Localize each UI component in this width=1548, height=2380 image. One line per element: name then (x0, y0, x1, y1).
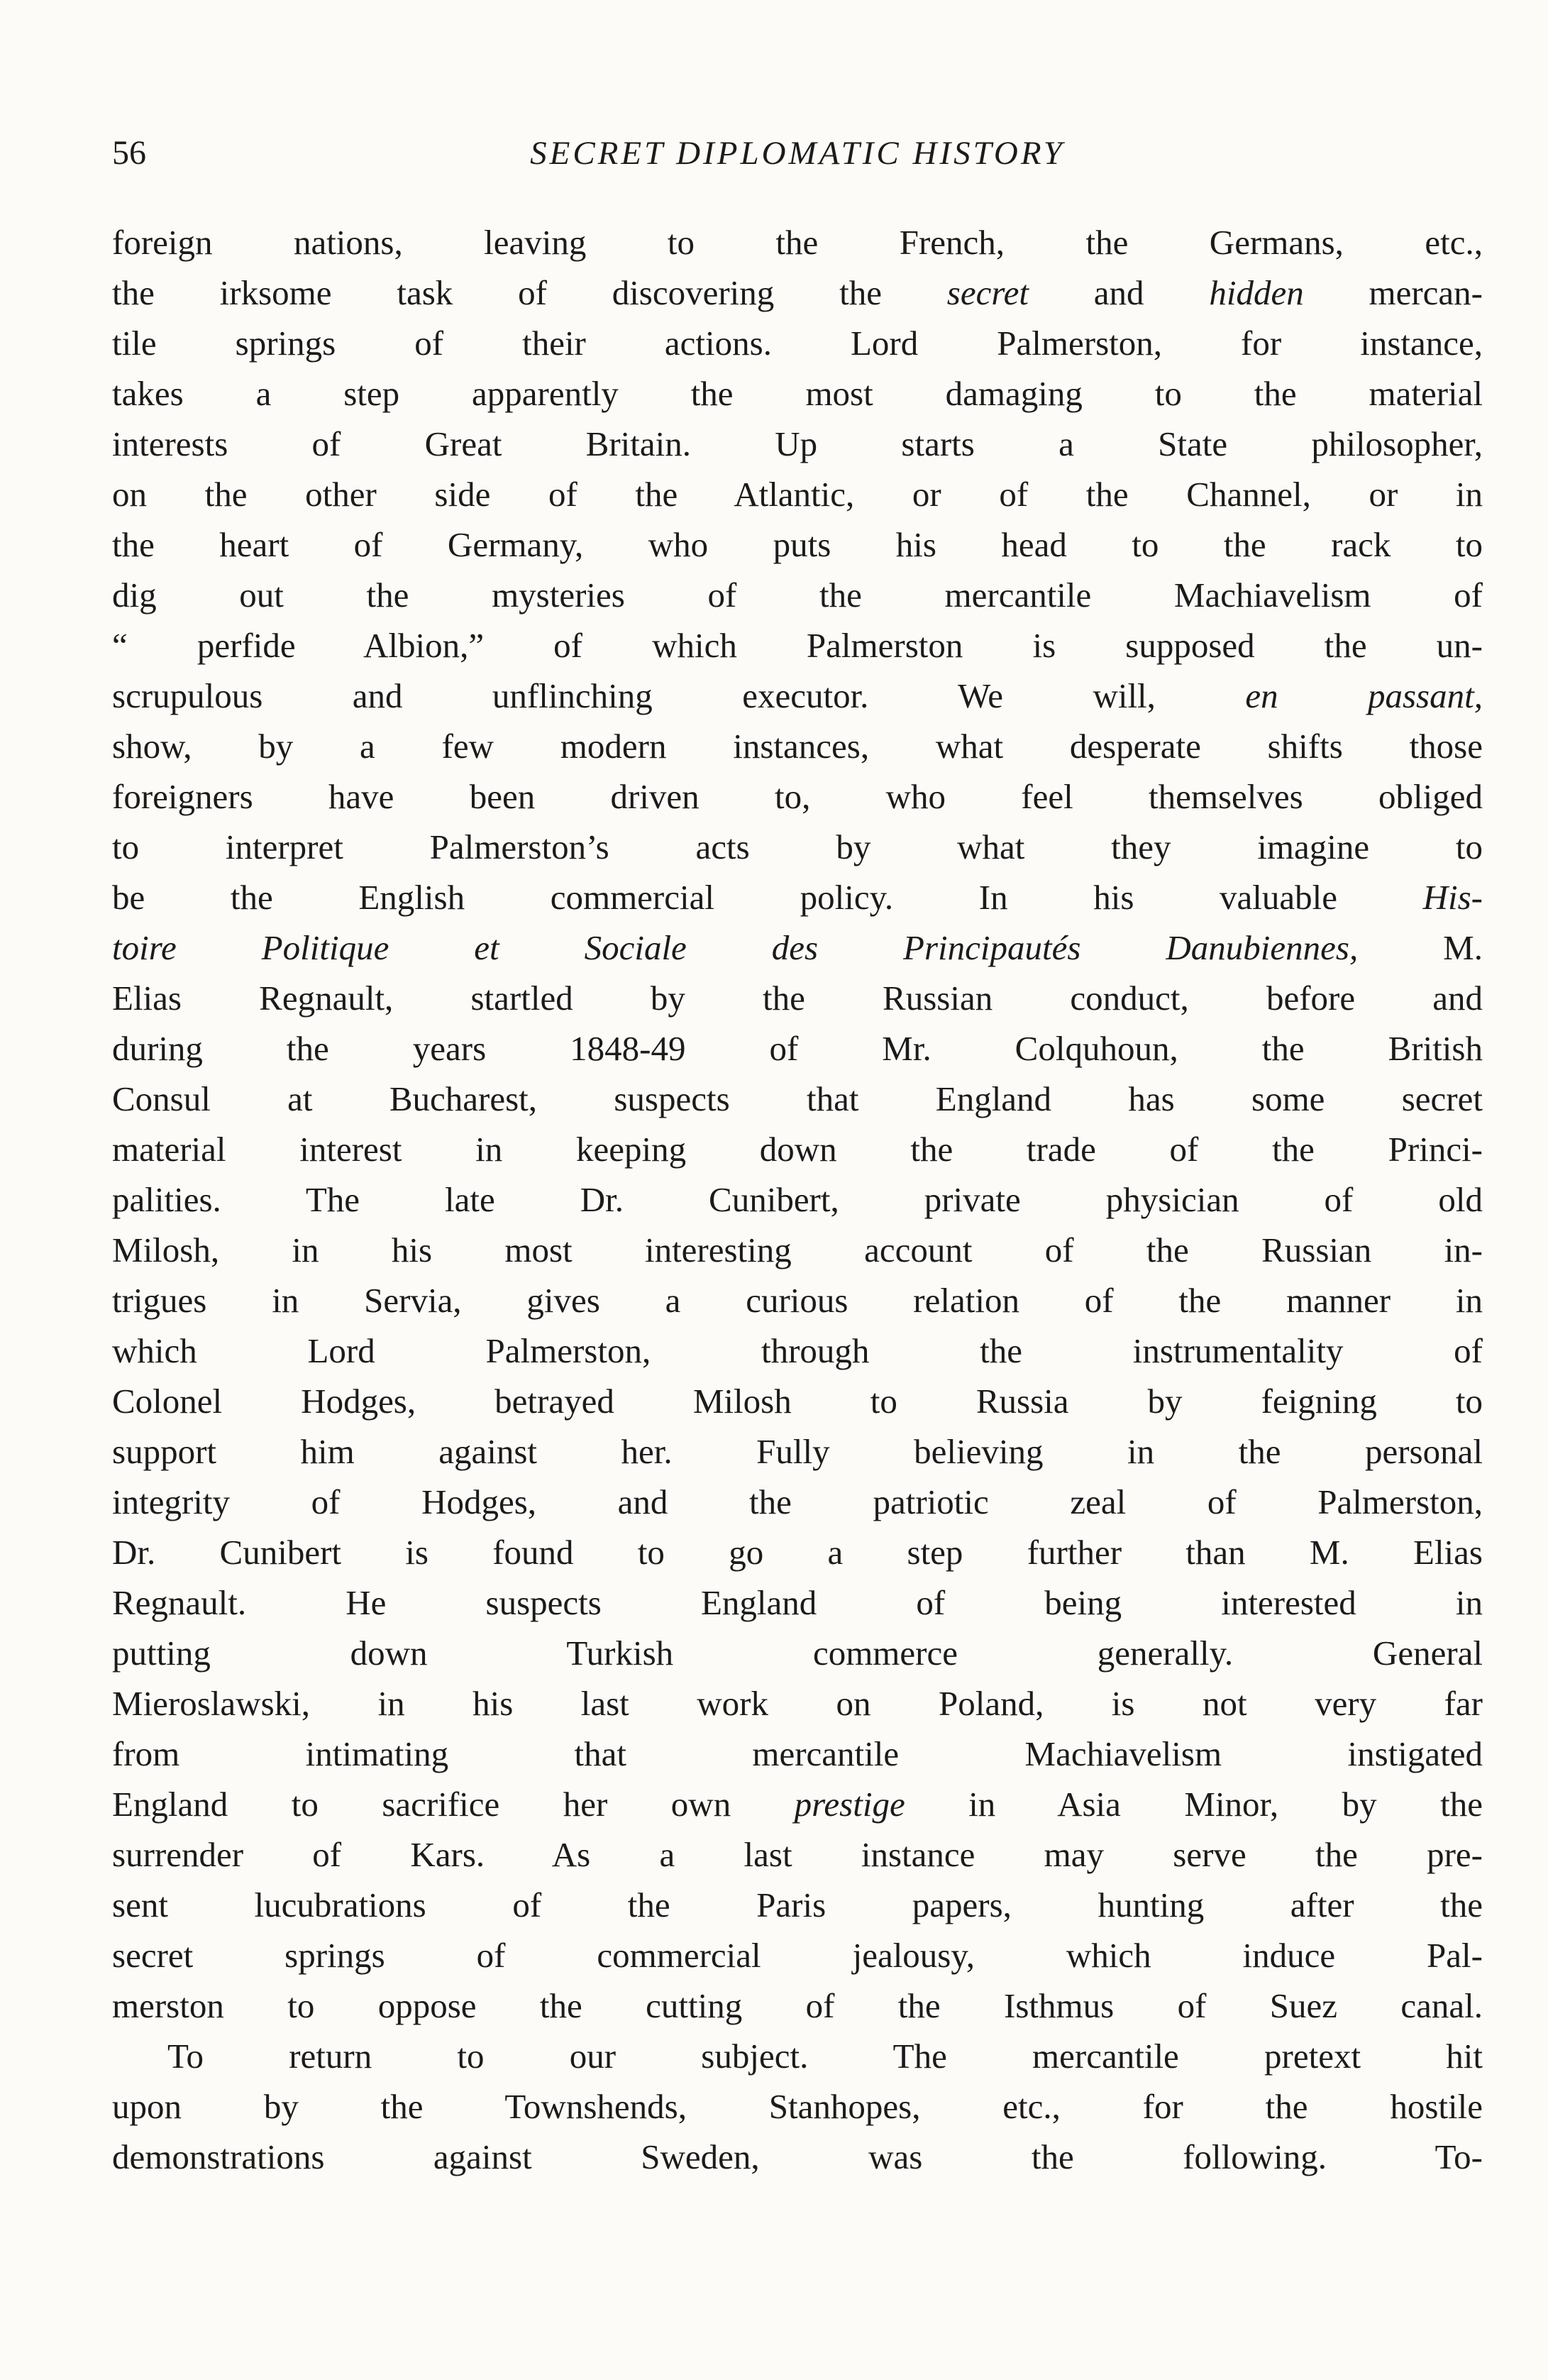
text-line (112, 1779, 1483, 1829)
text-line (112, 469, 1483, 519)
text-run: interests of Great Britain. Up starts a State philosopher, (112, 424, 1483, 463)
text-line (112, 872, 1483, 922)
text-run: palities. The late Dr. Cunibert, private physician of old (112, 1180, 1483, 1219)
text-run: on the other side of the Atlantic, or of the Channel, or in (112, 475, 1483, 514)
text-run: putting down Turkish commerce generally. General (112, 1634, 1483, 1673)
text-run: which Lord Palmerston, through the instrumentality of (112, 1331, 1483, 1370)
text-run: the irksome task of discovering the (112, 273, 947, 312)
text-run: surrender of Kars. As a last instance may serve the pre- (112, 1835, 1483, 1874)
text-run: foreigners have been driven to, who feel themselves obliged (112, 777, 1483, 816)
text-line (112, 620, 1483, 671)
text-line (112, 1930, 1483, 1980)
text-run: To return to our subject. The mercantile pretext hit (167, 2037, 1483, 2076)
text-run: takes a step apparently the most damaging to the material (112, 374, 1483, 413)
italic-text-run: His- (1422, 878, 1483, 917)
text-line (112, 973, 1483, 1023)
text-line (112, 1376, 1483, 1426)
text-line (112, 721, 1483, 771)
text-line (112, 2031, 1483, 2081)
text-line (112, 2081, 1483, 2132)
text-run: to interpret Palmerston’s acts by what they imagine to (112, 827, 1483, 866)
text-line (112, 419, 1483, 469)
paragraph (112, 2031, 1483, 2182)
text-line (112, 1174, 1483, 1225)
italic-text-run: toire Politique et Sociale des Principautés Danubiennes, (112, 928, 1359, 967)
text-line (112, 1729, 1483, 1779)
paragraph (112, 217, 1483, 2031)
text-run: Elias Regnault, startled by the Russian conduct, before and (112, 979, 1483, 1018)
text-line (112, 1023, 1483, 1074)
text-line (112, 217, 1483, 268)
text-line (112, 822, 1483, 872)
text-line (112, 1980, 1483, 2031)
text-line (112, 1275, 1483, 1326)
page-header (112, 132, 1483, 175)
text-run: trigues in Servia, gives a curious relation of the manner in (112, 1281, 1483, 1320)
text-run: in Asia Minor, by the (905, 1785, 1483, 1824)
italic-text-run: secret (946, 273, 1029, 312)
italic-text-run: prestige (794, 1785, 905, 1824)
text-run: tile springs of their actions. Lord Palmerston, for instance, (112, 324, 1483, 363)
text-line (112, 1225, 1483, 1275)
text-run: support him against her. Fully believing in the personal (112, 1432, 1483, 1471)
text-run: “ perfide Albion,” of which Palmerston is supposed the un- (112, 626, 1483, 665)
text-run: during the years 1848-49 of Mr. Colquhoun, the British (112, 1029, 1483, 1068)
text-run: demonstrations against Sweden, was the following. To- (112, 2137, 1483, 2176)
text-line (112, 368, 1483, 419)
text-run: M. (1358, 928, 1483, 967)
text-run: foreign nations, leaving to the French, the Germans, etc., (112, 223, 1483, 262)
text-line (112, 570, 1483, 620)
text-run: the heart of Germany, who puts his head to the rack to (112, 525, 1483, 564)
text-line (112, 1829, 1483, 1880)
text-line (112, 671, 1483, 721)
text-run: integrity of Hodges, and the patriotic zeal of Palmerston, (112, 1482, 1483, 1521)
text-run: mercan- (1303, 273, 1483, 312)
text-run: show, by a few modern instances, what desperate shifts those (112, 727, 1483, 766)
text-run: from intimating that mercantile Machiavelism instigated (112, 1734, 1483, 1773)
text-run: be the English commercial policy. In his valuable (112, 878, 1423, 917)
text-line (112, 1074, 1483, 1124)
text-run: Consul at Bucharest, suspects that England has some secret (112, 1079, 1483, 1118)
text-run: upon by the Townshends, Stanhopes, etc., for the hostile (112, 2087, 1483, 2126)
text-run: Mieroslawski, in his last work on Poland, is not very far (112, 1684, 1483, 1723)
running-title: SECRET DIPLOMATIC HISTORY (530, 135, 1065, 172)
text-line (112, 1124, 1483, 1174)
text-run: sent lucubrations of the Paris papers, hunting after the (112, 1885, 1483, 1924)
text-line (112, 1880, 1483, 1930)
text-run: material interest in keeping down the trade of the Princi- (112, 1130, 1483, 1169)
text-line (112, 519, 1483, 570)
text-run: Milosh, in his most interesting account of the Russian in- (112, 1230, 1483, 1269)
page-number: 56 (112, 134, 146, 172)
text-run: scrupulous and unflinching executor. We will, (112, 676, 1246, 715)
text-run: Regnault. He suspects England of being interested in (112, 1583, 1483, 1622)
text-run: secret springs of commercial jealousy, which induce Pal- (112, 1936, 1483, 1975)
page-body (112, 217, 1483, 2182)
text-run: and (1028, 273, 1210, 312)
text-run: England to sacrifice her own (112, 1785, 795, 1824)
text-line (112, 1426, 1483, 1477)
text-run: dig out the mysteries of the mercantile Machiavelism of (112, 575, 1483, 615)
text-line (112, 771, 1483, 822)
text-line (112, 1326, 1483, 1376)
text-line (112, 1678, 1483, 1729)
text-line (112, 268, 1483, 318)
text-line (112, 1577, 1483, 1628)
text-line (112, 318, 1483, 368)
text-run: Colonel Hodges, betrayed Milosh to Russia by feigning to (112, 1382, 1483, 1421)
text-line (112, 1527, 1483, 1577)
italic-text-run: hidden (1209, 273, 1304, 312)
text-run: Dr. Cunibert is found to go a step further than M. Elias (112, 1533, 1483, 1572)
italic-text-run: en passant, (1245, 676, 1483, 715)
text-line (112, 1628, 1483, 1678)
text-line (112, 922, 1483, 973)
text-line (112, 1477, 1483, 1527)
text-run: merston to oppose the cutting of the Isthmus of Suez canal. (112, 1986, 1483, 2025)
text-line (112, 2132, 1483, 2182)
